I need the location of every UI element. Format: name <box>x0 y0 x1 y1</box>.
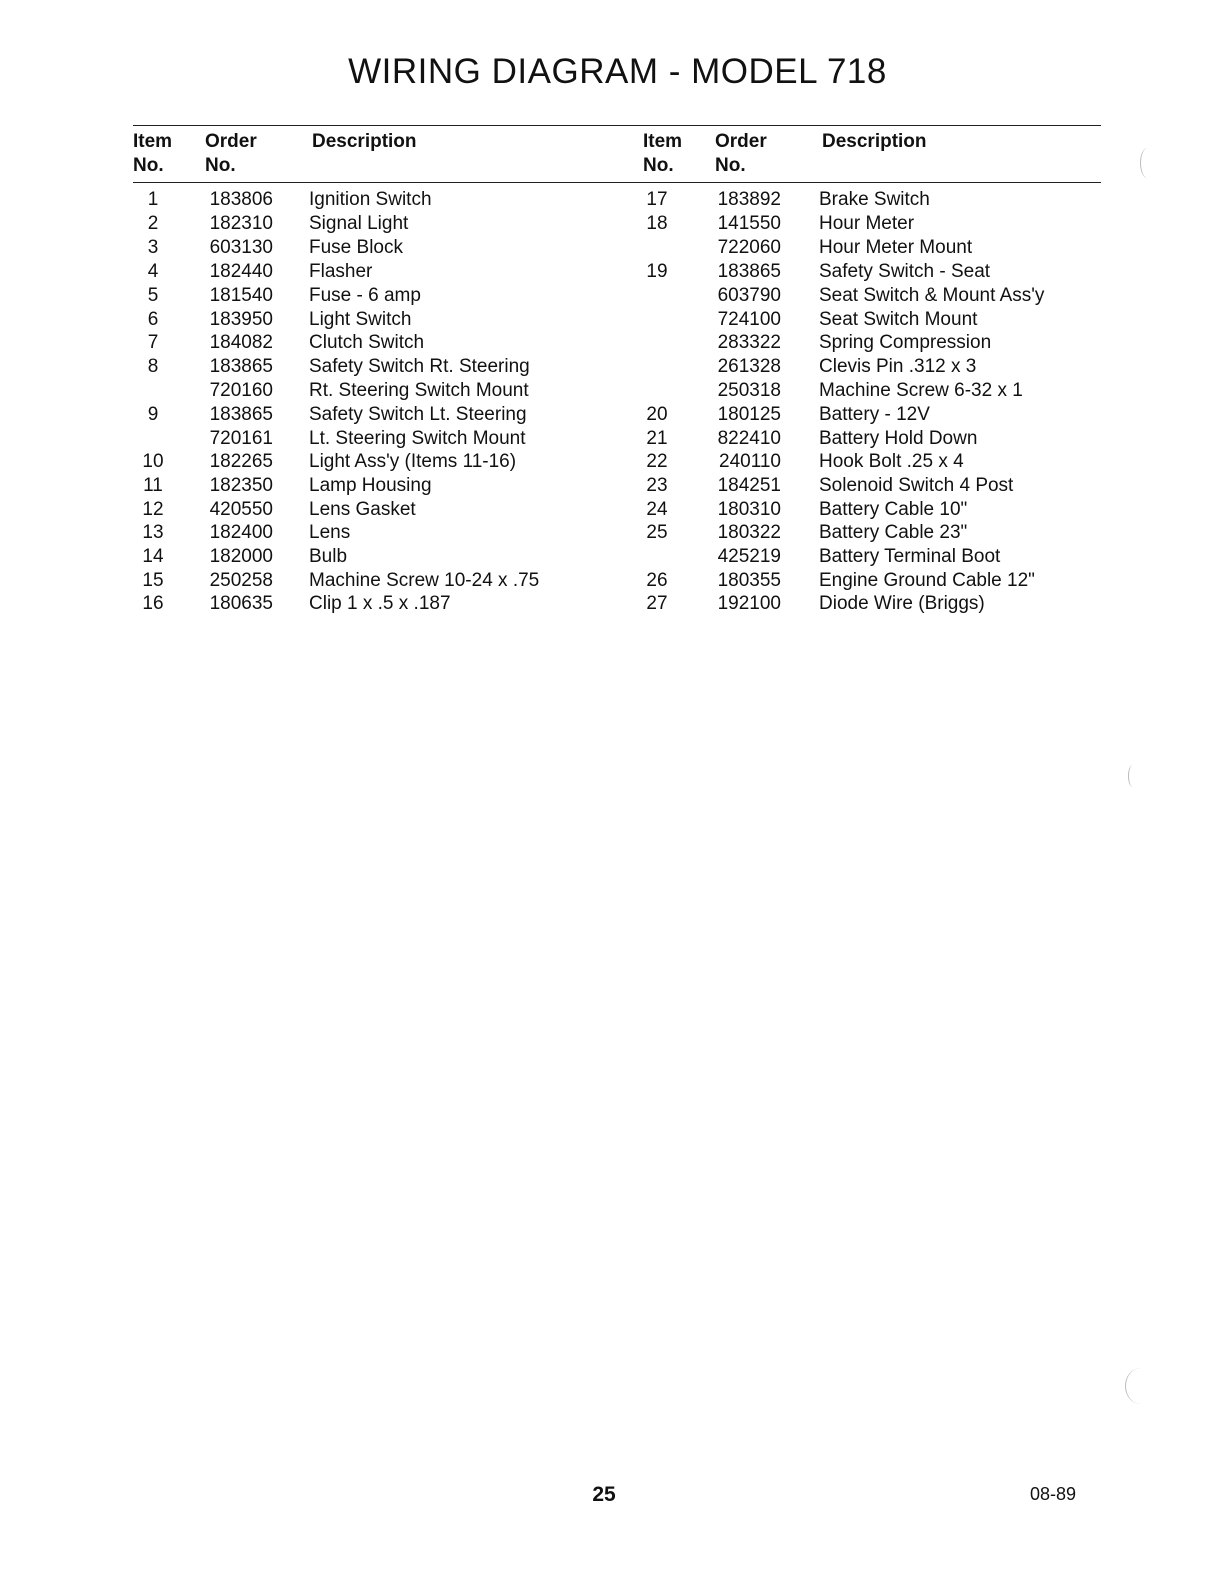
table-row <box>0 450 1224 474</box>
item-number: 10 <box>142 451 164 472</box>
part-description: Brake Switch <box>819 189 930 210</box>
item-number: 2 <box>147 213 159 234</box>
header-item-left: Item <box>133 131 173 152</box>
part-description: Bulb <box>309 546 348 567</box>
table-row <box>0 212 1224 236</box>
order-number: 183865 <box>209 404 273 425</box>
header-order-no-right: No. <box>715 155 746 176</box>
item-number: 6 <box>147 309 159 330</box>
part-description: Battery Cable 23" <box>819 522 968 543</box>
order-number: 183892 <box>717 189 781 210</box>
part-description: Solenoid Switch 4 Post <box>819 475 1014 496</box>
part-description: Safety Switch Rt. Steering <box>309 356 530 377</box>
order-number: 425219 <box>717 546 781 567</box>
date-code: 08-89 <box>1030 1484 1077 1504</box>
scan-mark <box>1140 148 1155 178</box>
part-description: Clutch Switch <box>309 332 425 353</box>
item-number: 22 <box>646 451 668 472</box>
table-row <box>0 308 1224 332</box>
part-description: Flasher <box>309 261 373 282</box>
part-description: Fuse - 6 amp <box>309 285 421 306</box>
order-number: 180322 <box>717 522 781 543</box>
table-row <box>0 284 1224 308</box>
item-number: 9 <box>147 404 159 425</box>
part-description: Seat Switch Mount <box>819 309 978 330</box>
order-number: 181540 <box>209 285 273 306</box>
order-number: 182265 <box>209 451 273 472</box>
table-row <box>0 188 1224 212</box>
item-number: 23 <box>646 475 668 496</box>
item-number: 20 <box>646 404 668 425</box>
item-number: 21 <box>646 428 668 449</box>
part-description: Machine Screw 6-32 x 1 <box>819 380 1023 401</box>
table-row <box>0 260 1224 284</box>
part-description: Rt. Steering Switch Mount <box>309 380 529 401</box>
order-number: 261328 <box>717 356 781 377</box>
item-number: 8 <box>147 356 159 377</box>
order-number: 184251 <box>717 475 781 496</box>
part-description: Spring Compression <box>819 332 992 353</box>
item-number: 14 <box>142 546 164 567</box>
part-description: Battery Terminal Boot <box>819 546 1001 567</box>
item-number: 4 <box>147 261 159 282</box>
order-number: 182000 <box>209 546 273 567</box>
order-number: 240110 <box>719 451 781 472</box>
item-number: 12 <box>142 499 164 520</box>
order-number: 283322 <box>717 332 781 353</box>
part-description: Lens <box>309 522 351 543</box>
table-top-rule <box>133 125 1101 126</box>
order-number: 603790 <box>717 285 781 306</box>
scan-mark <box>1125 1368 1156 1404</box>
order-number: 192100 <box>717 593 781 614</box>
header-description-right: Description <box>822 131 927 152</box>
item-number: 3 <box>147 237 159 258</box>
order-number: 183865 <box>209 356 273 377</box>
part-description: Seat Switch & Mount Ass'y <box>819 285 1045 306</box>
table-row <box>0 355 1224 379</box>
part-description: Light Ass'y (Items 11-16) <box>309 451 517 472</box>
part-description: Safety Switch - Seat <box>819 261 991 282</box>
order-number: 722060 <box>717 237 781 258</box>
table-row <box>0 403 1224 427</box>
part-description: Lamp Housing <box>309 475 432 496</box>
item-number: 16 <box>142 593 164 614</box>
item-number: 19 <box>646 261 668 282</box>
order-number: 182350 <box>209 475 273 496</box>
table-row <box>0 545 1224 569</box>
order-number: 822410 <box>717 428 781 449</box>
part-description: Light Switch <box>309 309 412 330</box>
item-number: 15 <box>142 570 164 591</box>
item-number: 25 <box>646 522 668 543</box>
order-number: 183865 <box>717 261 781 282</box>
item-number: 17 <box>646 189 668 210</box>
order-number: 720161 <box>209 428 273 449</box>
order-number: 141550 <box>717 213 781 234</box>
order-number: 183806 <box>209 189 273 210</box>
part-description: Lens Gasket <box>309 499 416 520</box>
item-number: 27 <box>646 593 668 614</box>
order-number: 180635 <box>209 593 273 614</box>
part-description: Hour Meter <box>819 213 915 234</box>
header-item-right: Item <box>643 131 683 152</box>
part-description: Hook Bolt .25 x 4 <box>819 451 964 472</box>
order-number: 603130 <box>209 237 273 258</box>
part-description: Battery - 12V <box>819 404 930 425</box>
order-number: 180310 <box>717 499 781 520</box>
order-number: 720160 <box>209 380 273 401</box>
order-number: 724100 <box>717 309 781 330</box>
table-row <box>0 569 1224 593</box>
order-number: 182440 <box>209 261 273 282</box>
header-description-left: Description <box>312 131 417 152</box>
header-order-no-left: No. <box>205 155 236 176</box>
table-row <box>0 236 1224 260</box>
table-row <box>0 521 1224 545</box>
item-number: 1 <box>147 189 159 210</box>
table-row <box>0 427 1224 451</box>
part-description: Battery Hold Down <box>819 428 978 449</box>
table-header-rule <box>133 182 1101 183</box>
item-number: 11 <box>143 475 163 496</box>
part-description: Hour Meter Mount <box>819 237 973 258</box>
part-description: Clip 1 x .5 x .187 <box>309 593 451 614</box>
part-description: Diode Wire (Briggs) <box>819 593 985 614</box>
order-number: 180125 <box>717 404 781 425</box>
item-number: 5 <box>147 285 159 306</box>
table-row <box>0 379 1224 403</box>
table-row <box>0 592 1224 616</box>
part-description: Battery Cable 10" <box>819 499 968 520</box>
scan-mark <box>1128 765 1137 787</box>
item-number: 7 <box>147 332 159 353</box>
order-number: 182400 <box>209 522 273 543</box>
header-order-left: Order <box>205 131 257 152</box>
header-order-right: Order <box>715 131 767 152</box>
order-number: 250318 <box>717 380 781 401</box>
part-description: Lt. Steering Switch Mount <box>309 428 526 449</box>
item-number: 13 <box>142 522 164 543</box>
order-number: 183950 <box>209 309 273 330</box>
header-item-no-left: No. <box>133 155 164 176</box>
part-description: Engine Ground Cable 12" <box>819 570 1035 591</box>
item-number: 24 <box>646 499 668 520</box>
order-number: 420550 <box>209 499 273 520</box>
page-title: WIRING DIAGRAM - MODEL 718 <box>348 52 887 91</box>
order-number: 250258 <box>209 570 273 591</box>
order-number: 182310 <box>209 213 273 234</box>
order-number: 180355 <box>717 570 781 591</box>
item-number: 18 <box>646 213 668 234</box>
part-description: Machine Screw 10-24 x .75 <box>309 570 540 591</box>
part-description: Fuse Block <box>309 237 403 258</box>
part-description: Clevis Pin .312 x 3 <box>819 356 977 377</box>
item-number: 26 <box>646 570 668 591</box>
order-number: 184082 <box>209 332 273 353</box>
header-item-no-right: No. <box>643 155 674 176</box>
part-description: Signal Light <box>309 213 409 234</box>
part-description: Ignition Switch <box>309 189 432 210</box>
page-number: 25 <box>592 1483 616 1506</box>
table-row <box>0 331 1224 355</box>
part-description: Safety Switch Lt. Steering <box>309 404 527 425</box>
table-row <box>0 498 1224 522</box>
table-row <box>0 474 1224 498</box>
